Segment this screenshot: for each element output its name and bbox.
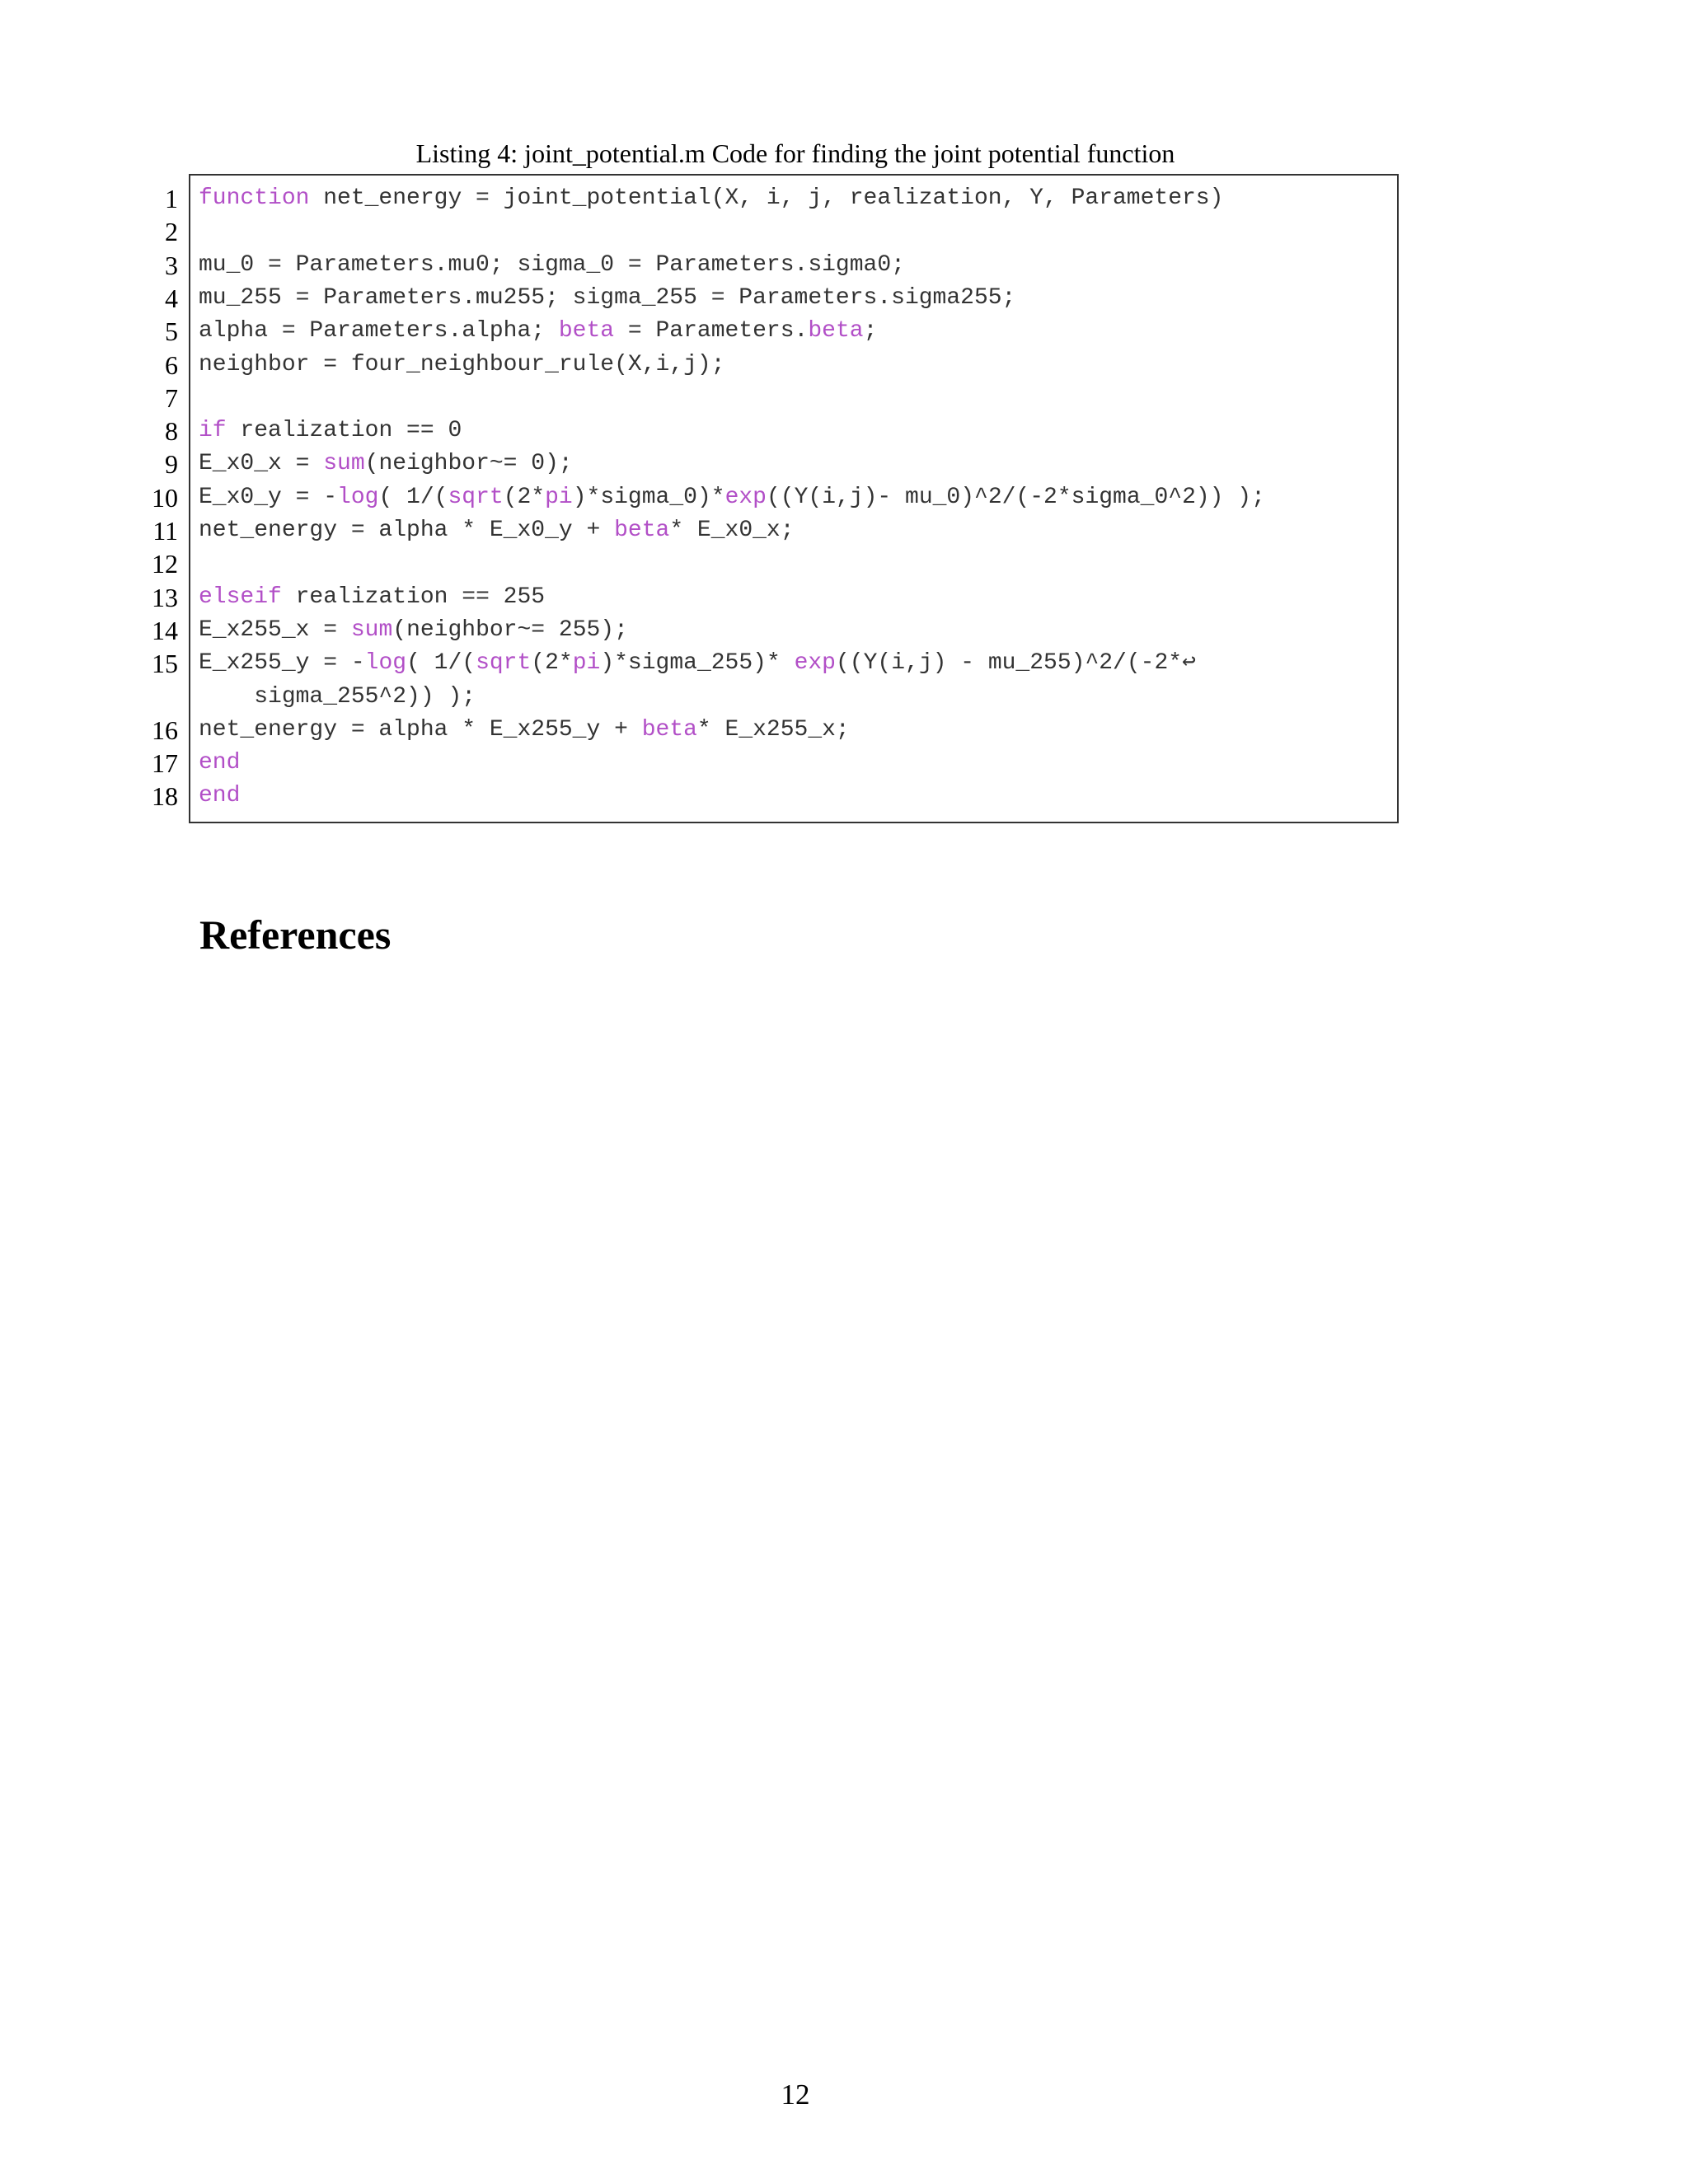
references-heading: References bbox=[199, 912, 392, 958]
keyword-token: beta bbox=[558, 318, 615, 344]
line-number: 14 bbox=[152, 615, 178, 645]
keyword-token: pi bbox=[545, 484, 573, 510]
line-number: 6 bbox=[165, 349, 178, 380]
code-token: mu_255 = Parameters.mu255; sigma_255 = Parameters.sigma255; bbox=[199, 284, 1016, 311]
keyword-token: sum bbox=[350, 616, 393, 643]
code-token: )*sigma_0)* bbox=[572, 484, 725, 510]
code-line bbox=[199, 349, 725, 382]
code-line bbox=[199, 481, 1265, 514]
keyword-token: log bbox=[337, 484, 379, 510]
keyword-token: exp bbox=[724, 484, 767, 510]
code-token: E_x255_x = bbox=[199, 616, 351, 643]
code-line bbox=[199, 581, 545, 614]
keyword-token: sum bbox=[323, 451, 365, 477]
keyword-token: elseif bbox=[199, 583, 282, 610]
line-number: 7 bbox=[165, 382, 178, 413]
code-token: (neighbor~= 255); bbox=[392, 616, 628, 643]
code-line bbox=[199, 315, 877, 348]
code-line bbox=[199, 747, 240, 780]
keyword-token: if bbox=[199, 418, 227, 444]
line-number: 10 bbox=[152, 482, 178, 513]
code-token: realization == 255 bbox=[281, 583, 546, 610]
code-line bbox=[199, 614, 628, 647]
code-line bbox=[199, 415, 462, 448]
code-line bbox=[199, 182, 1223, 215]
keyword-token: pi bbox=[572, 650, 601, 677]
line-number: 4 bbox=[165, 283, 178, 313]
line-number: 9 bbox=[165, 449, 178, 480]
code-token: neighbor = four_neighbour_rule(X,i,j); bbox=[199, 351, 725, 377]
code-token: mu_0 = Parameters.mu0; sigma_0 = Parameters.sigma0; bbox=[199, 251, 905, 278]
keyword-token: beta bbox=[641, 716, 697, 743]
keyword-token: function bbox=[199, 185, 310, 211]
code-token: realization == 0 bbox=[226, 418, 462, 444]
code-token: ( 1/( bbox=[378, 484, 448, 510]
code-token: * E_x0_x; bbox=[669, 518, 795, 543]
code-token: (2* bbox=[503, 484, 546, 510]
keyword-token: sqrt bbox=[448, 484, 504, 510]
line-number: 5 bbox=[165, 316, 178, 347]
line-number: 15 bbox=[152, 649, 178, 679]
code-token: net_energy = joint_potential(X, i, j, realization, Y, Parameters) bbox=[309, 185, 1224, 211]
code-token: (2* bbox=[531, 650, 573, 677]
code-line bbox=[199, 714, 850, 747]
code-token: net_energy = alpha * E_x255_y + bbox=[199, 716, 642, 743]
code-token: alpha = Parameters.alpha; bbox=[199, 318, 559, 344]
listing-caption: Listing 4: joint_potential.m Code for finding the joint potential function bbox=[415, 138, 1175, 168]
code-token: ((Y(i,j)- mu_0)^2/(-2*sigma_0^2)) ); bbox=[766, 484, 1265, 510]
line-number: 1 bbox=[165, 184, 178, 213]
code-token: E_x0_x = bbox=[199, 451, 324, 477]
code-token: ((Y(i,j) - mu_255)^2/(-2*↩ bbox=[836, 650, 1196, 677]
code-token: ( 1/( bbox=[406, 650, 476, 677]
line-number: 11 bbox=[152, 516, 178, 546]
code-line bbox=[199, 282, 1015, 315]
code-token: (neighbor~= 0); bbox=[364, 451, 573, 477]
page-number: 12 bbox=[781, 2079, 810, 2111]
code-line bbox=[199, 780, 240, 813]
code-line bbox=[199, 448, 573, 480]
keyword-token: sqrt bbox=[476, 650, 532, 677]
code-line bbox=[199, 514, 795, 547]
line-number: 3 bbox=[165, 250, 178, 280]
code-line bbox=[199, 249, 905, 282]
line-number: 18 bbox=[152, 781, 178, 812]
line-number: 17 bbox=[152, 748, 178, 779]
line-number: 13 bbox=[152, 582, 178, 612]
line-number: 12 bbox=[152, 549, 178, 579]
line-number: 8 bbox=[165, 416, 178, 447]
code-token: E_x255_y = - bbox=[199, 650, 365, 677]
code-line bbox=[199, 647, 1196, 680]
line-number: 16 bbox=[152, 715, 178, 745]
code-line bbox=[199, 681, 476, 714]
keyword-token: beta bbox=[808, 318, 864, 344]
code-token: net_energy = alpha * E_x0_y + bbox=[199, 518, 615, 543]
code-token: ; bbox=[863, 318, 878, 344]
code-token: E_x0_y = - bbox=[199, 484, 338, 510]
code-token: * E_x255_x; bbox=[696, 716, 850, 743]
keyword-token: beta bbox=[614, 518, 670, 543]
line-number: 2 bbox=[165, 217, 178, 247]
code-token: )*sigma_255)* bbox=[600, 650, 795, 677]
keyword-token: end bbox=[199, 783, 241, 809]
keyword-token: end bbox=[199, 750, 241, 776]
code-token: sigma_255^2)) ); bbox=[199, 683, 476, 710]
code-token: = Parameters. bbox=[614, 318, 809, 344]
keyword-token: log bbox=[364, 650, 407, 677]
keyword-token: exp bbox=[794, 650, 836, 677]
